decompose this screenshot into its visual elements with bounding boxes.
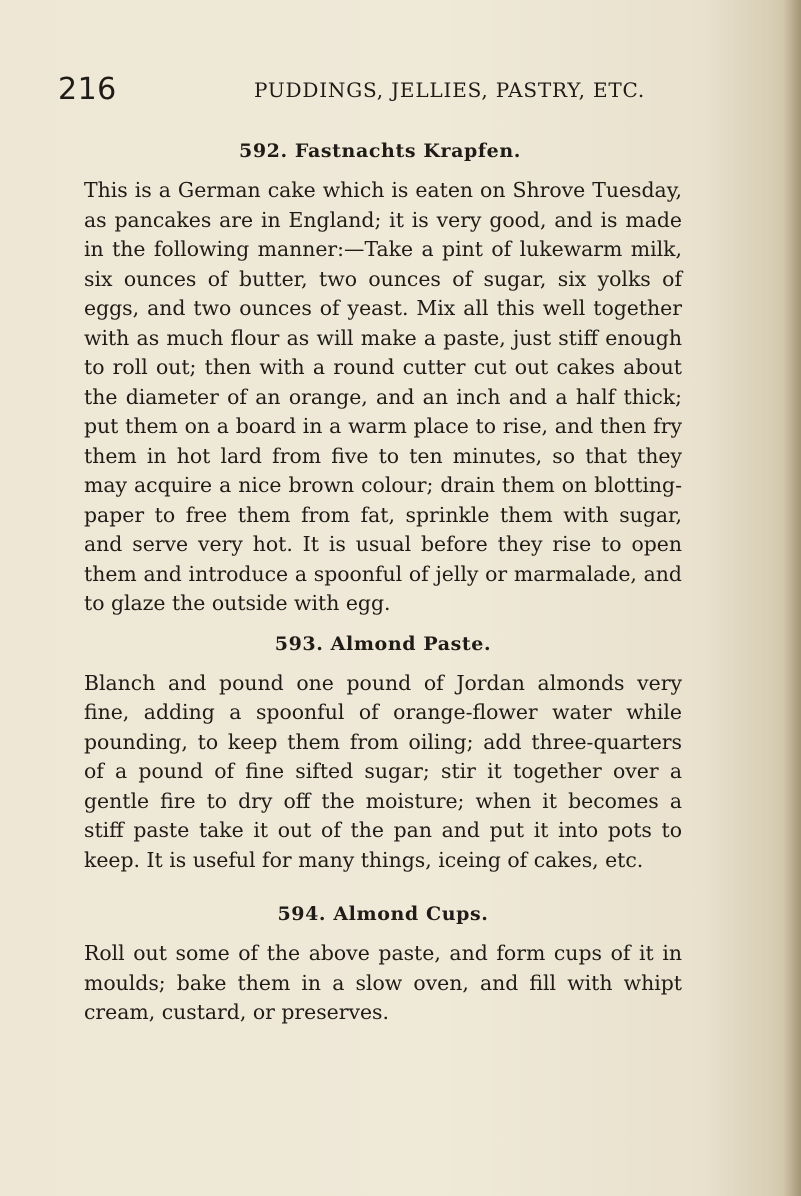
recipe-body-593: Blanch and pound one pound of Jordan almonds very fine, adding a spoonful of orange-flower water while pounding, to keep them from oiling; add three-quarters of a pound of fine sifted sugar; stir it together over a gentle fire to dry off the moisture; when it becomes a stiff paste take it out of the pan and put it into pots to keep. It is useful for many things, iceing of cakes, etc. (84, 670, 682, 872)
recipe-title-594: 594. Almond Cups. (277, 903, 489, 925)
recipe-body-592: This is a German cake which is eaten on Shrove Tuesday, as pancakes are in England; it is very good, and is made in the following manner:—Take a pint of lukewarm milk, six ounces of butter, two ounces of sugar, six yolks of eggs, and two ounces of yeast. Mix all this well together with as much flour as will make a paste, just stiff enough to roll out; then with a round cutter cut out cakes about the diameter of an orange, and an inch and a half thick; put them on a board in a warm place to rise, and then fry them in hot lard from five to ten minutes, so that they may acquire a nice brown colour; drain them on blotting-paper to free them from fat, sprinkle them with sugar, and serve very hot. It is usual before they rise to open them and introduce a spoonful of jelly or marmalade, and to glaze the outside with egg. (84, 178, 682, 615)
page-header (58, 72, 668, 112)
page-number: 216 (58, 72, 117, 107)
recipe-title-592: 592. Fastnachts Krapfen. (239, 140, 521, 162)
recipe-body-594: Roll out some of the above paste, and form cups of it in moulds; bake them in a slow oven, and fill with whipt cream, custard, or preserves. (84, 941, 682, 1024)
running-head: PUDDINGS, JELLIES, PASTRY, ETC. (254, 78, 646, 102)
page-edge-shadow (783, 0, 801, 1196)
recipe-title-593: 593. Almond Paste. (274, 632, 492, 655)
page-content (84, 140, 682, 1028)
